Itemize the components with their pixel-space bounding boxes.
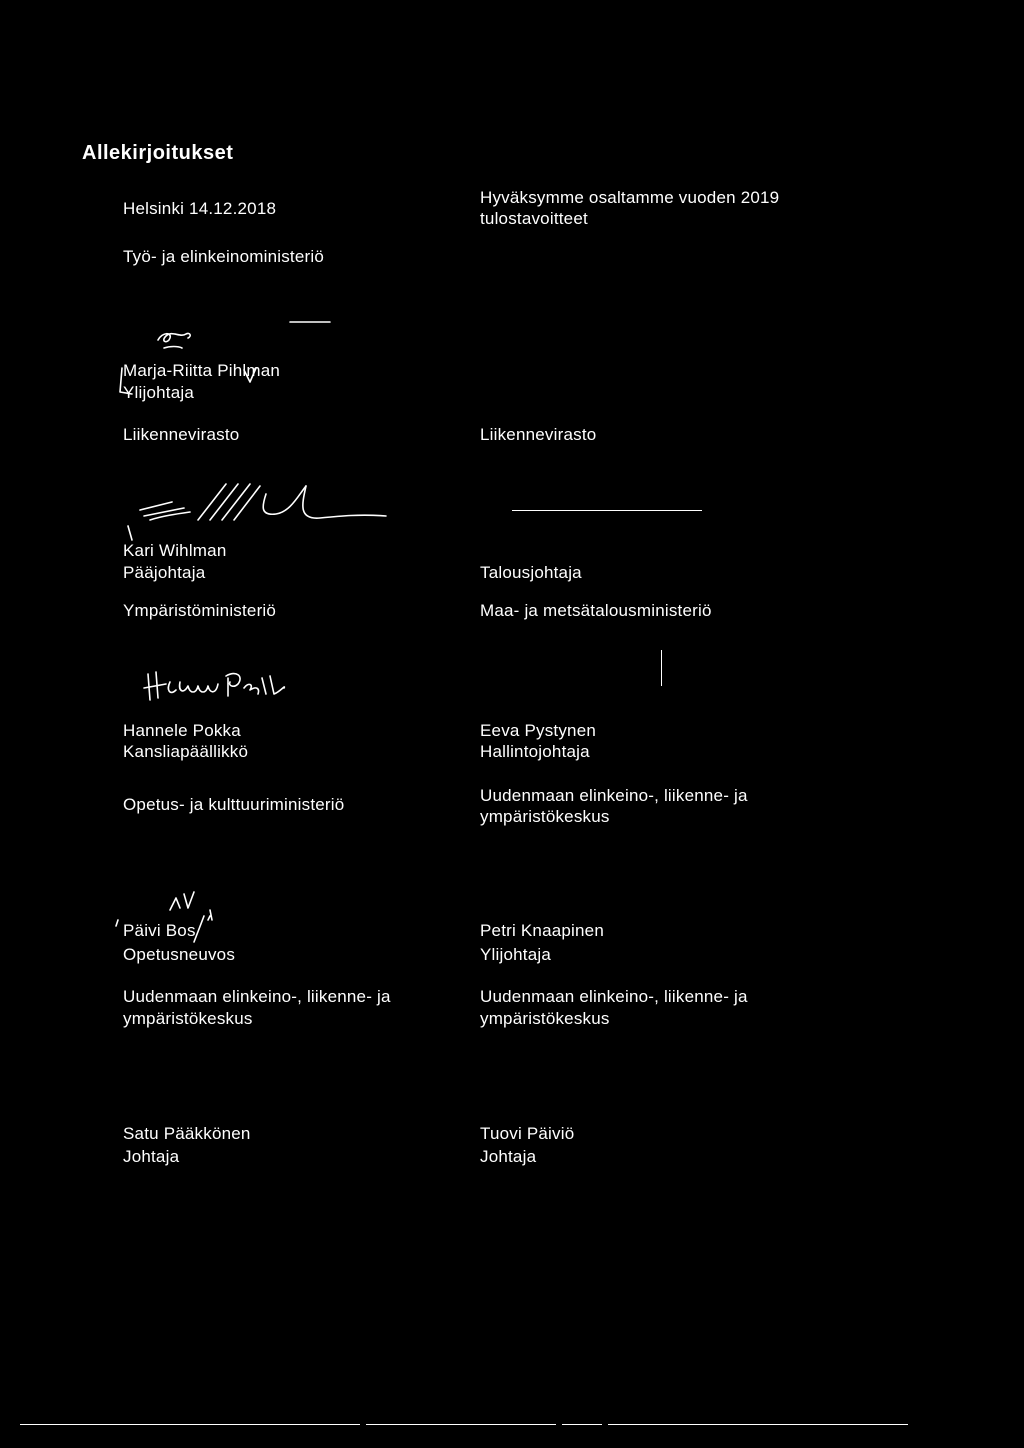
liikennevirasto-right-org: Liikennevirasto (480, 425, 597, 444)
page-heading: Allekirjoitukset (82, 142, 234, 164)
approval-text-line2: tulostavoitteet (480, 209, 588, 228)
footer-rule-2 (366, 1424, 556, 1425)
ym-name: Hannele Pokka (123, 721, 241, 740)
liikennevirasto-left-org: Liikennevirasto (123, 425, 240, 444)
pystynen-signature-mark (661, 650, 662, 686)
pokka-signature (140, 660, 320, 710)
bos-signature-stroke-2 (208, 910, 212, 920)
tem-signature-stroke (158, 333, 190, 341)
ely3-title: Johtaja (480, 1147, 537, 1166)
pokka-signature-stroke-4 (244, 676, 284, 694)
tem-title: Ylijohtaja (123, 383, 194, 402)
ely2-org-line2: ympäristökeskus (123, 1009, 253, 1028)
okm-org: Opetus- ja kulttuuriministeriö (123, 795, 345, 814)
ely-org-line2: ympäristökeskus (480, 807, 610, 826)
liikennevirasto-right-title: Talousjohtaja (480, 563, 582, 582)
footer-rule-3 (562, 1424, 602, 1425)
pokka-signature-stroke (144, 672, 166, 700)
pokka-signature-stroke-3 (226, 674, 240, 696)
okm-name: Päivi Bos (123, 921, 196, 940)
wihlman-signature-stroke (140, 502, 190, 520)
okm-title: Opetusneuvos (123, 945, 236, 964)
wihlman-signature-stroke-3 (263, 486, 306, 514)
wihlman-signature (110, 476, 400, 546)
tem-signature-stroke-2 (164, 347, 182, 349)
place-date: Helsinki 14.12.2018 (123, 199, 277, 218)
ely2-org-line1: Uudenmaan elinkeino-, liikenne- ja (123, 987, 391, 1006)
ely1-name: Petri Knaapinen (480, 921, 604, 940)
ely2-title: Johtaja (123, 1147, 180, 1166)
bos-signature-stroke (170, 892, 194, 910)
mmm-name: Eeva Pystynen (480, 721, 596, 740)
tem-name: Marja-Riitta Pihlman (123, 361, 281, 380)
pokka-signature-stroke-2 (168, 682, 218, 692)
approval-text-line1: Hyväksymme osaltamme vuoden 2019 (480, 188, 780, 207)
ely1-title: Ylijohtaja (480, 945, 551, 964)
liikennevirasto-left-name: Kari Wihlman (123, 541, 227, 560)
footer-rule-4 (608, 1424, 908, 1425)
bos-signature-stroke-4 (116, 920, 118, 926)
tem-org: Työ- ja elinkeinoministeriö (123, 247, 324, 266)
ely-org-line1: Uudenmaan elinkeino-, liikenne- ja (480, 786, 748, 805)
talousjohtaja-signature-line (512, 510, 702, 511)
wihlman-signature-stroke-2 (198, 484, 260, 520)
ely3-name: Tuovi Päiviö (480, 1124, 575, 1143)
footer-rule-1 (20, 1424, 360, 1425)
ely3-org-line1: Uudenmaan elinkeino-, liikenne- ja (480, 987, 748, 1006)
ym-org: Ympäristöministeriö (123, 601, 277, 620)
liikennevirasto-left-title: Pääjohtaja (123, 563, 206, 582)
ym-title: Kansliapäällikkö (123, 742, 249, 761)
wihlman-signature-stroke-5 (128, 526, 132, 540)
mmm-title: Hallintojohtaja (480, 742, 590, 761)
mmm-org: Maa- ja metsätalousministeriö (480, 601, 712, 620)
ely2-name: Satu Pääkkönen (123, 1124, 251, 1143)
ely3-org-line2: ympäristökeskus (480, 1009, 610, 1028)
wihlman-signature-stroke-4 (303, 486, 386, 518)
